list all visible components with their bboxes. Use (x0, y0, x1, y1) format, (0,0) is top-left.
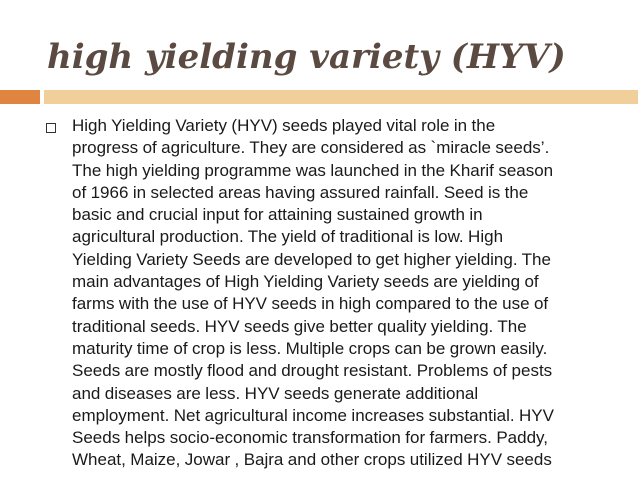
paragraph-line: traditional seeds. HYV seeds give better quality yielding. The (72, 316, 527, 336)
title-accent-rule (0, 90, 40, 104)
paragraph-line: Yielding Variety Seeds are developed to get higher yielding. The (72, 249, 551, 269)
paragraph-line: main advantages of High Yielding Variety seeds are yielding of (72, 272, 539, 292)
paragraph-line: and diseases are less. HYV seeds generate additional (72, 383, 479, 403)
slide-title: high yielding variety (HYV) (47, 37, 566, 77)
paragraph-line: basic and crucial input for attaining sustained growth in (72, 205, 483, 225)
paragraph-line: of 1966 in selected areas having assured rainfall. Seed is the (72, 182, 529, 202)
paragraph-line: farms with the use of HYV seeds in high compared to the use of (72, 294, 549, 314)
paragraph-line: Seeds are mostly flood and drought resistant. Problems of pests (72, 361, 553, 381)
title-rule (44, 90, 638, 104)
paragraph-line: High Yielding Variety (HYV) seeds played vital role in the (72, 116, 496, 135)
paragraph-line: The high yielding programme was launched in the Kharif season (72, 160, 554, 180)
bullet-paragraph (72, 115, 612, 472)
paragraph-line: employment. Net agricultural income increases substantial. HYV (72, 405, 554, 425)
square-bullet-icon (46, 123, 56, 133)
paragraph-line: Seeds helps socio-economic transformation for farmers. Paddy, (72, 428, 548, 448)
slide-content (0, 113, 638, 479)
paragraph-line: maturity time of crop is less. Multiple crops can be grown easily. (72, 338, 548, 358)
paragraph-line: progress of agriculture. They are considered as `miracle seeds’. (72, 138, 550, 158)
paragraph-line: Wheat, Maize, Jowar , Bajra and other crops utilized HYV seeds (72, 450, 552, 470)
paragraph-line: agricultural production. The yield of traditional is low. High (72, 227, 504, 247)
